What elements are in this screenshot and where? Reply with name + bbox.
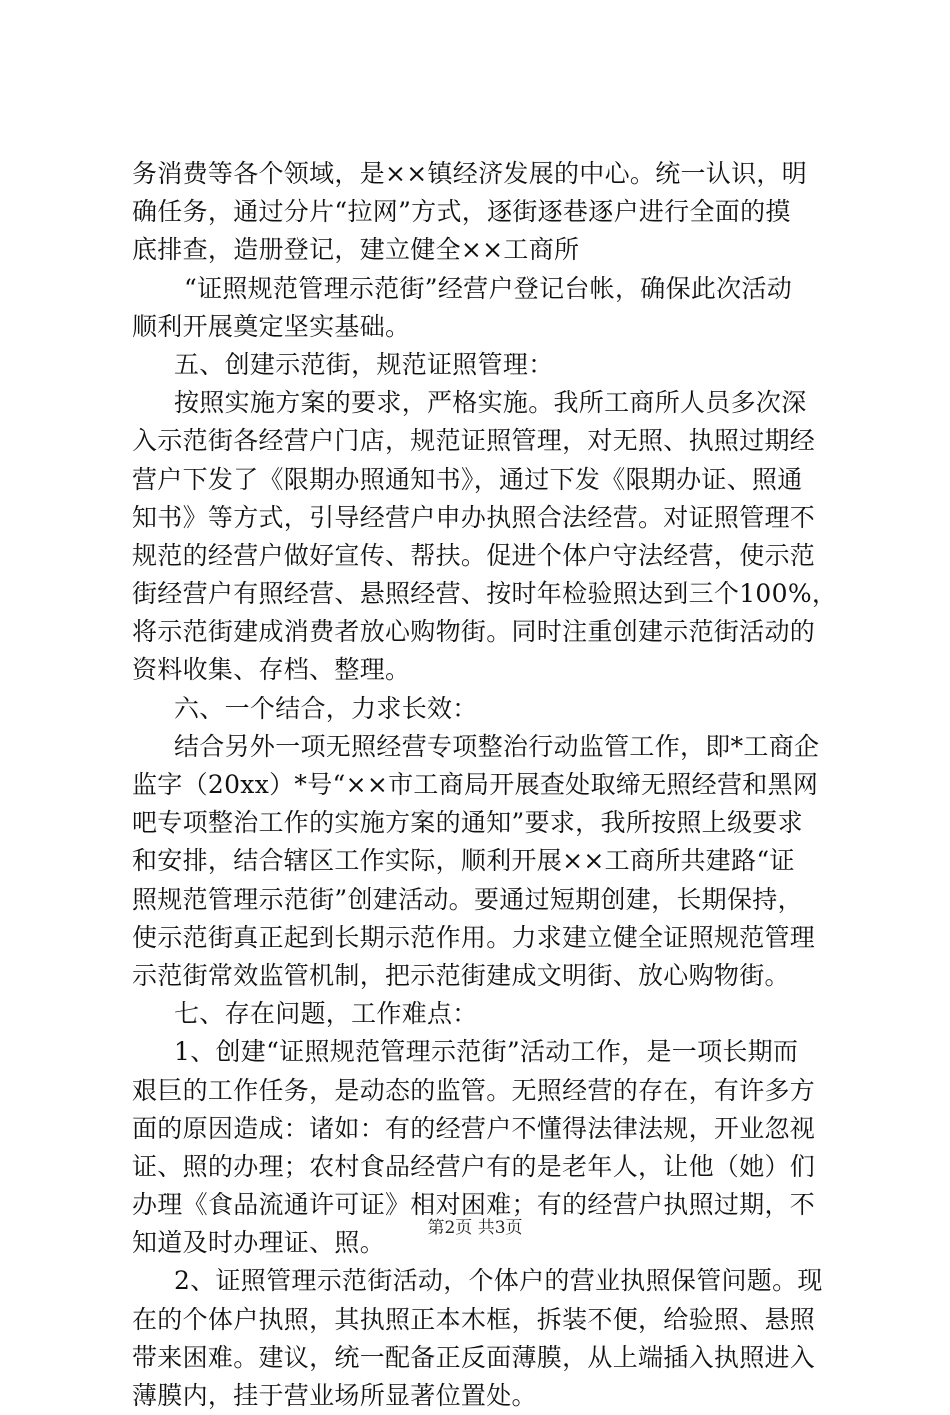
text-line: 资料收集、存档、整理。 bbox=[132, 655, 411, 685]
text-line: 按照实施方案的要求，严格实施。我所工商所人员多次深 bbox=[174, 388, 807, 418]
text-line: 将示范街建成消费者放心购物街。同时注重创建示范街活动的 bbox=[132, 617, 816, 647]
text-line: 带来困难。建议，统一配备正反面薄膜，从上端插入执照进入 bbox=[132, 1342, 816, 1372]
text-line: 知书》等方式，引导经营户申办执照合法经营。对证照管理不 bbox=[132, 502, 816, 532]
text-line: 街经营户有照经营、悬照经营、按时年检验照达到三个100%， bbox=[132, 579, 838, 609]
text-line: 吧专项整治工作的实施方案的通知”要求，我所按照上级要求 bbox=[132, 808, 803, 838]
text-line: 照规范管理示范街”创建活动。要通过短期创建，长期保持， bbox=[132, 884, 803, 914]
text-line: 营户下发了《限期办照通知书》，通过下发《限期办证、照通 bbox=[132, 464, 803, 494]
text-line: 面的原因造成：诸如：有的经营户不懂得法律法规，开业忽视 bbox=[132, 1113, 816, 1143]
text-line: 示范街常效监管机制，把示范街建成文明街、放心购物街。 bbox=[132, 960, 790, 990]
text-line: 监字（20xx）*号“××市工商局开展查处取缔无照经营和黑网 bbox=[132, 770, 819, 799]
section-heading-5: 五、创建示范街，规范证照管理： bbox=[174, 349, 554, 379]
text-line: 底排查，造册登记，建立健全××工商所 bbox=[132, 235, 580, 265]
text-line: 入示范街各经营户门店，规范证照管理，对无照、执照过期经 bbox=[132, 426, 816, 456]
text-line: 顺利开展奠定坚实基础。 bbox=[132, 311, 411, 341]
text-line: 和安排，结合辖区工作实际，顺利开展××工商所共建路“证 bbox=[132, 846, 795, 876]
text-line: “证照规范管理示范街”经营户登记台帐，确保此次活动 bbox=[184, 273, 793, 303]
text-line: 薄膜内，挂于营业场所显著位置处。 bbox=[132, 1381, 537, 1410]
text-line: 确任务，通过分片“拉网”方式，逐街逐巷逐户进行全面的摸 bbox=[132, 197, 791, 227]
text-line: 办理《食品流通许可证》相对困难；有的经营户执照过期，不 bbox=[132, 1190, 816, 1220]
text-line: 证、照的办理；农村食品经营户有的是老年人，让他（她）们 bbox=[132, 1151, 816, 1181]
text-line: 艰巨的工作任务，是动态的监管。无照经营的存在，有许多方 bbox=[132, 1075, 816, 1105]
section-heading-7: 七、存在问题，工作难点： bbox=[174, 999, 478, 1029]
text-line: 规范的经营户做好宣传、帮扶。促进个体户守法经营，使示范 bbox=[132, 540, 816, 570]
text-line: 1、创建“证照规范管理示范街”活动工作，是一项长期而 bbox=[174, 1037, 799, 1067]
page-footer: 第2页 共3页 bbox=[427, 1218, 523, 1238]
section-heading-6: 六、一个结合，力求长效： bbox=[174, 693, 478, 723]
text-line: 务消费等各个领域，是××镇经济发展的中心。统一认识，明 bbox=[132, 159, 807, 188]
text-line: 2、证照管理示范街活动，个体户的营业执照保管问题。现 bbox=[174, 1266, 823, 1296]
text-line: 结合另外一项无照经营专项整治行动监管工作，即*工商企 bbox=[174, 731, 820, 761]
text-line: 使示范街真正起到长期示范作用。力求建立健全证照规范管理 bbox=[132, 922, 816, 952]
text-line: 在的个体户执照，其执照正本木框，拆装不便，给验照、悬照 bbox=[132, 1304, 816, 1334]
text-line: 知道及时办理证、照。 bbox=[132, 1228, 386, 1258]
